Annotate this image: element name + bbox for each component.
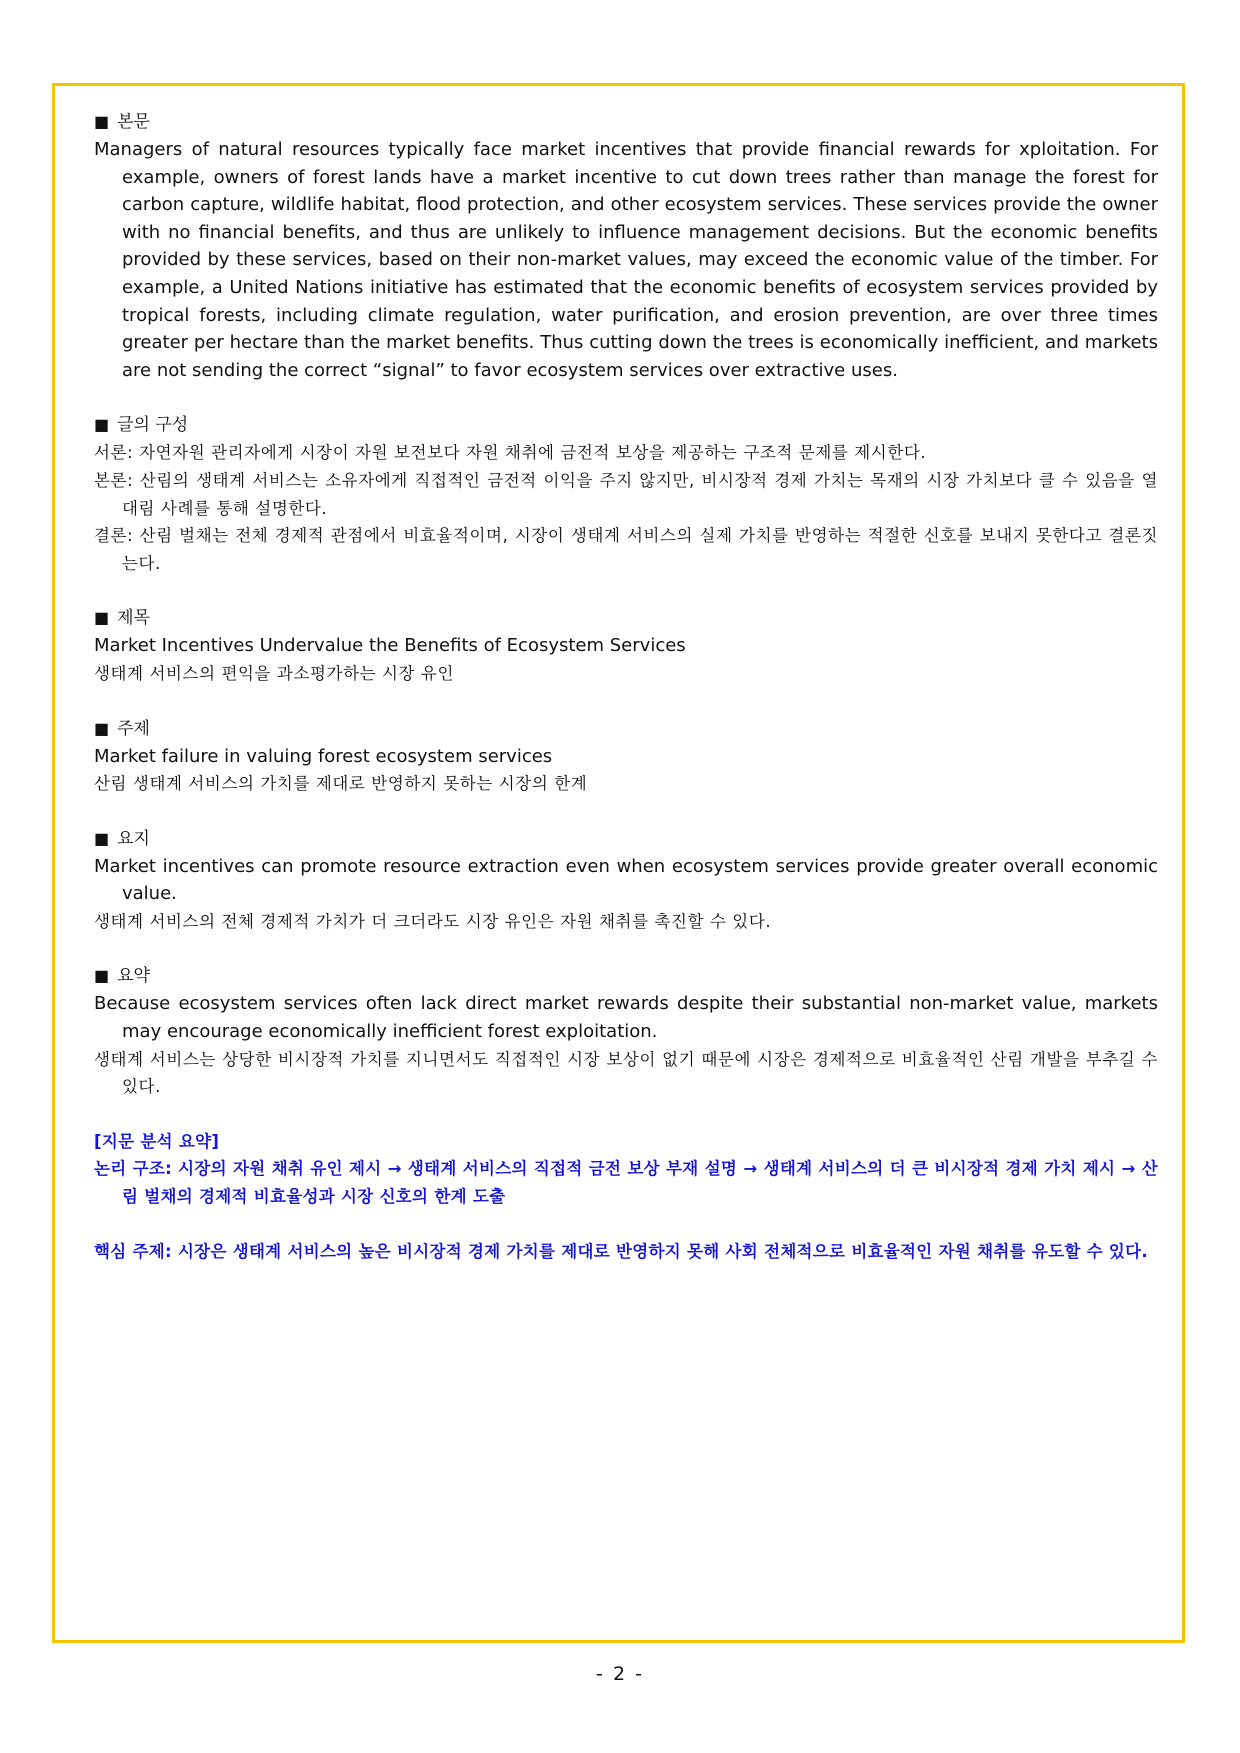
- section-gist: [94, 825, 1158, 936]
- square-bullet-icon: ■: [94, 718, 110, 738]
- section-heading: [94, 411, 1158, 439]
- gist-korean: 생태계 서비스의 전체 경제적 가치가 더 크더라도 시장 유인은 자원 채취를 촉진할 수 있다.: [94, 911, 772, 931]
- analysis-logic-structure: 논리 구조: 시장의 자원 채취 유인 제시 → 생태계 서비스의 직접적 금전 보상 부재 설명 → 생태계 서비스의 더 큰 비시장적 경제 가치 제시 → 산림 벌채의 경제적 비효율성과 시장 신호의 한계 도출: [94, 1159, 1158, 1207]
- section-heading-label: 요약: [117, 966, 150, 987]
- structure-main: 본론: 산림의 생태계 서비스는 소유자에게 직접적인 금전적 이익을 주지 않지만, 비시장적 경제 가치는 목재의 시장 가치보다 클 수 있음을 열대림 사례를 통해 설명한다.: [94, 470, 1158, 518]
- section-topic: [94, 715, 1158, 798]
- summary-korean: 생태계 서비스는 상당한 비시장적 가치를 지니면서도 직접적인 시장 보상이 없기 때문에 시장은 경제적으로 비효율적인 산림 개발을 부추길 수 있다.: [94, 1049, 1158, 1097]
- square-bullet-icon: ■: [94, 608, 110, 628]
- page-number: - 2 -: [596, 1663, 644, 1685]
- section-heading-label: 요지: [117, 828, 150, 849]
- analysis-heading: [지문 분석 요약]: [94, 1131, 220, 1151]
- section-heading-label: 제목: [117, 608, 150, 629]
- topic-english: Market failure in valuing forest ecosystem services: [94, 745, 553, 767]
- square-bullet-icon: ■: [94, 966, 110, 986]
- passage-text: Managers of natural resources typically face market incentives that provide financial rewards for xploitation. For example, owners of forest lands have a market incentive to cut down trees rather than manage the forest for carbon capture, wildlife habitat, flood protection, and other ecosystem services. These services provide the owner with no financial benefits, and thus are unlikely to influence management decisions. But the economic benefits provided by these services, based on their non-market values, may exceed the economic value of the timber. For example, a United Nations initiative has estimated that the economic benefits of ecosystem services provided by tropical forests, including climate regulation, water purification, and erosion prevention, are over three times greater per hectare than the market benefits. Thus cutting down the trees is economically inefficient, and markets are not sending the correct “signal” to favor ecosystem services over extractive uses.: [94, 139, 1158, 381]
- section-summary: [94, 962, 1158, 1100]
- section-heading: [94, 962, 1158, 990]
- section-structure: [94, 411, 1158, 577]
- topic-korean: 산림 생태계 서비스의 가치를 제대로 반영하지 못하는 시장의 한계: [94, 774, 588, 794]
- section-body: [94, 108, 1158, 384]
- section-heading: [94, 604, 1158, 632]
- title-korean: 생태계 서비스의 편익을 과소평가하는 시장 유인: [94, 663, 455, 683]
- analysis-core-theme: 핵심 주제: 시장은 생태계 서비스의 높은 비시장적 경제 가치를 제대로 반영하지 못해 사회 전체적으로 비효율적인 자원 채취를 유도할 수 있다.: [94, 1241, 1148, 1261]
- square-bullet-icon: ■: [94, 112, 110, 131]
- title-english: Market Incentives Undervalue the Benefits of Ecosystem Services: [94, 635, 686, 657]
- structure-conclusion: 결론: 산림 벌채는 전체 경제적 관점에서 비효율적이며, 시장이 생태계 서비스의 실제 가치를 반영하는 적절한 신호를 보내지 못한다고 결론짓는다.: [94, 526, 1158, 573]
- section-heading: [94, 108, 1158, 136]
- section-title: [94, 604, 1158, 687]
- analysis-summary: [94, 1128, 1158, 1265]
- summary-english: Because ecosystem services often lack direct market rewards despite their substantial non-market value, markets may encourage economically inefficient forest exploitation.: [94, 993, 1158, 1043]
- section-heading: [94, 715, 1158, 743]
- document-content: [94, 108, 1158, 1292]
- structure-intro: 서론: 자연자원 관리자에게 시장이 자원 보전보다 자원 채취에 금전적 보상을 제공하는 구조적 문제를 제시한다.: [94, 443, 927, 463]
- section-heading-label: 본문: [117, 112, 150, 132]
- section-heading-label: 주제: [117, 718, 150, 739]
- gist-english: Market incentives can promote resource extraction even when ecosystem services provide greater overall economic value.: [94, 855, 1158, 905]
- square-bullet-icon: ■: [94, 828, 110, 848]
- section-heading: [94, 825, 1158, 853]
- square-bullet-icon: ■: [94, 415, 110, 435]
- section-heading-label: 글의 구성: [117, 415, 189, 436]
